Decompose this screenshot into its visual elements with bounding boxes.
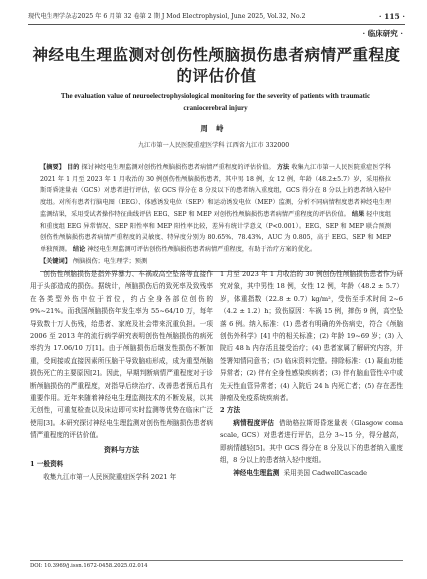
journal-info: 现代电生理学杂志2025 年 6 月第 32 卷第 2 期 J Mod Electrophysiol, June 2025, Vol.32, No.2 [28, 13, 306, 20]
keywords [40, 256, 391, 268]
subsection-2-1-label: 病情程度评估 [233, 418, 275, 427]
article-title-cn: 神经电生理监测对创伤性颅脑损伤患者病情严重程度的评估价值 [32, 45, 401, 85]
intro-paragraph: 创伤性颅脑损伤是指外界暴力、车祸或高空坠落等直接作用于头部造成的损伤。据统计，颅脑损伤后的致死率及致残率在各类型外伤中位于首位，约占全身各部位创伤的 9%~21%。而我国颅脑损伤年发生率为 55~64/10 万，每年导致数十万人伤残，给患者、家庭及社会带来沉重负担。一项 2006 至 2013 年的流行病学研究表明创伤性颅脑损伤的病死率约为 17.06/10 万[1]。由于颅脑损伤后继发性损伤不断加重，受间接或直接因素所压脑干导致脑疝形成，成为重型颅脑损伤死亡的主要原因[2]。因此，早期判断病情严重程度对于诊断颅脑损伤的严重程度，对指导后续治疗、改善患者预后具有重要作用。近年来随着神经电生理监测技术的不断发展，以其无创性，可重复检查以及床边即可实时监测等优势在临床广泛使用[3]。本研究探讨神经电生理监测对创伤性颅脑损伤患者病情严重程度的评估价值。 [30, 270, 213, 440]
conclusion-label: 结论 [72, 245, 86, 253]
left-column [30, 268, 213, 483]
subsection-2-1-text: 借助格拉斯哥昏迷量表（Glasgow coma scale, GCS）对患者进行评估，总分 3~15 分，得分越高，即病情越轻[5]。其中 GCS 得分在 8 分及以下的患者纳入重度组，8 分以上的患者纳入轻中度组。 [220, 418, 403, 465]
subsection-2-2-text: 采用美国 CadwellCascade [283, 468, 368, 477]
method-text: 收集九江市第一人民医院重症医学科 2021 年 1 月至 2023 年 1 月收治的 30 例创伤性颅脑损伤患者，其中男 18 例，女 12 例，年龄（48.2±5.7）岁，采用格拉斯哥昏迷量表（GCS）对患者进行评估，依 GCS 得分在 8 分及以下的患者纳入重度组，GCS 得分在 8 分以上的患者纳入轻中度组。对所有患者行脑电图（EEG）、体感诱发电位（SEP）和运动诱发电位（MEP）监测，分析不同病情程度患者神经电生理监测结果，采用受试者操作特征曲线评估 EEG、SEP 和 MEP 对创伤性颅脑损伤患者病情严重程度的评估价值。 [40, 164, 392, 218]
conclusion-text: 神经电生理监测可评估创伤性颅脑损伤患者病情严重程度，有助于治疗方案的优化。 [87, 245, 317, 253]
patients-paragraph: 1 月至 2023 年 1 月收治的 30 例创伤性颅脑损伤患者作为研究对象，其中男性 18 例，女性 12 例，年龄（48.2 ± 5.7）岁，体重指数（22.8 ± 0.7）kg/m²，受伤至手术时间 2~6（4.2 ± 1.2）h；致伤原因：车祸 15 例，摔伤 9 例，高空坠落 6 例。纳入标准：(1) 患者有明确的外伤病史，符合《颅脑创伤外科学》[4] 中的相关标准；(2) 年龄 19~69 岁；(3) 入院后 48 h 内存活且接受治疗；(4) 患者家属了解研究内容，并签署知情同意书；(5) 临床资料完整。排除标准：(1) 凝血功能异常者；(2) 伴有全身性感染疾病者；(3) 伴有脑血管性卒中或先天性血管异常者；(4) 入院后 24 h 内死亡者；(5) 存在恶性肿瘤及免疫系统疾病者。 [220, 270, 403, 403]
purpose-label: 目的 [66, 164, 80, 171]
abstract [40, 162, 391, 272]
abstract-body [40, 162, 391, 256]
subsection-heading-1: 1 一般资料 [30, 460, 64, 469]
page-number: · 115 · [378, 12, 405, 21]
running-header [28, 10, 405, 25]
monitoring-paragraph [220, 467, 403, 479]
section-title: 资料与方法 [104, 444, 139, 454]
subsection-2-2-label: 神经电生理监测 [233, 468, 280, 477]
article-title-en: The evaluation value of neuroelectrophysiological monitoring for the severity of patients with traumatic craniocerebral injury [60, 92, 371, 112]
assessment-paragraph [220, 417, 403, 467]
keywords-text: 颅脑损伤；电生理学；预测 [72, 257, 148, 265]
purpose-text: 探讨神经电生理监测对创伤性颅脑损伤患者病情严重程度的评估价值。 [81, 164, 275, 171]
right-column [220, 268, 403, 479]
result-text: 轻中度组和重度组 EEG 异常情况、SEP 阳性率和 MEP 阳性率比较，差异有统计学意义（P<0.001）。EEG、SEP 和 MEP 联合预测创伤性颅脑损伤患者病情严重程度的灵敏度、特异度分别为 80.65%、78.43%，AUC 为 0.805，高于 EEG、SEP 和 MEP 单独预测。 [40, 210, 392, 253]
keywords-label: 【关键词】 [40, 257, 71, 265]
subsection-heading-2: 2 方法 [220, 406, 241, 415]
affiliation: 九江市第一人民医院重症医学科 江西省九江市 332000 [137, 142, 290, 149]
method-label: 方法 [276, 164, 290, 171]
doi-footer: DOI: 10.3969/j.issn.1672-0458.2025.02.014 [30, 560, 403, 569]
result-label: 结果 [351, 210, 365, 218]
subsection-1-text: 收集九江市第一人民医院重症医学科 2021 年 [43, 472, 177, 481]
abstract-label: 【摘要】 [40, 164, 65, 171]
column-tag: · 临床研究 · [362, 29, 403, 38]
author: 周 峙 [200, 124, 227, 133]
